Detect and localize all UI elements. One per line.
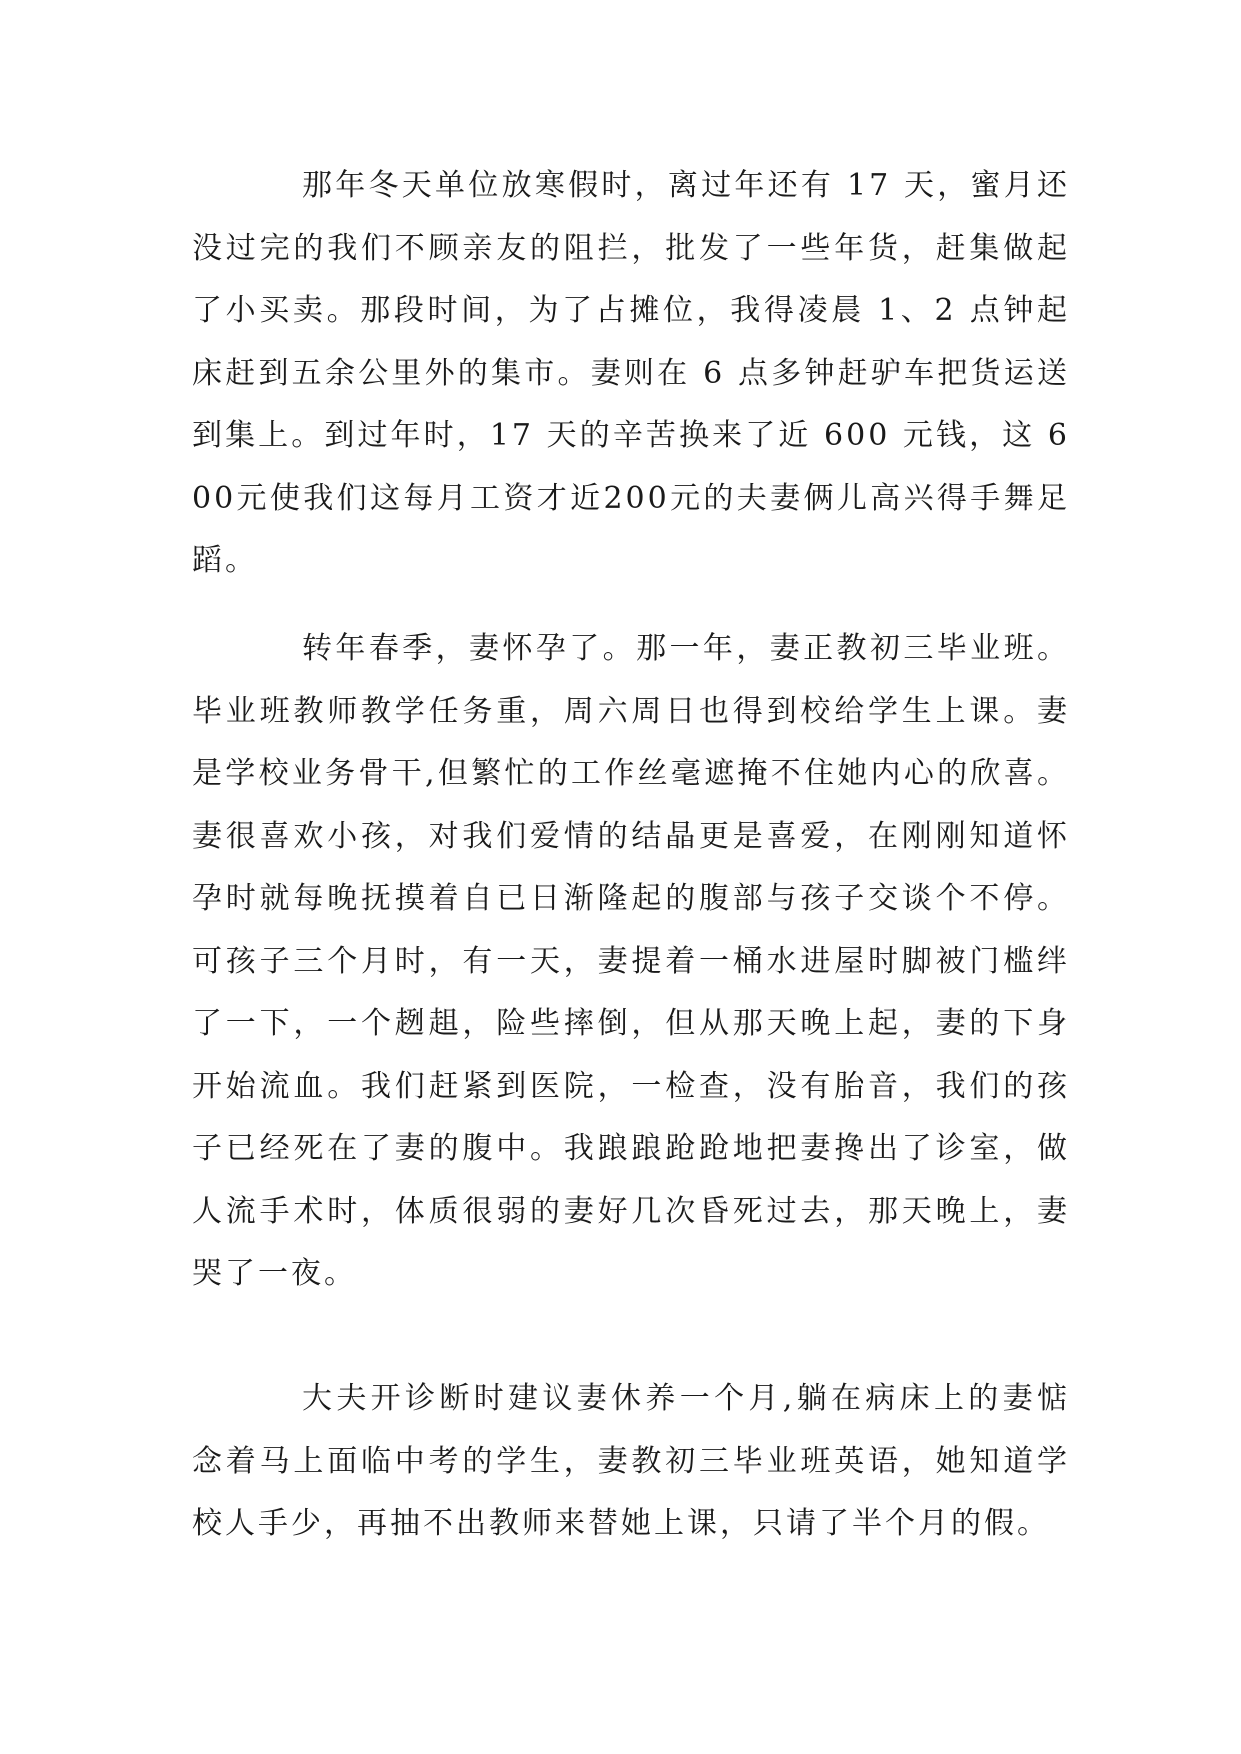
paragraph-3: 大夫开诊断时建议妻休养一个月,躺在病床上的妻惦念着马上面临中考的学生，妻教初三毕业班英语，她知道学校人手少，再抽不出教师来替她上课，只请了半个月的假。 [192,1381,1070,1541]
paragraph-1: 那年冬天单位放寒假时，离过年还有 17 天，蜜月还没过完的我们不顾亲友的阻拦，批发了一些年货，赶集做起了小买卖。那段时间，为了占摊位，我得凌晨 1、2 点钟起床赶到五余公里外的集市。妻则在 6 点多钟赶驴车把货运送到集上。到过年时，17 天的辛苦换来了近 600 元钱，这 600元使我们这每月工资才近200元的夫妻俩儿高兴得手舞足蹈。 [192,168,1070,578]
paragraph-2: 转年春季，妻怀孕了。那一年，妻正教初三毕业班。毕业班教师教学任务重，周六周日也得到校给学生上课。妻是学校业务骨干,但繁忙的工作丝毫遮掩不住她内心的欣喜。妻很喜欢小孩，对我们爱情的结晶更是喜爱，在刚刚知道怀孕时就每晚抚摸着自已日渐隆起的腹部与孩子交谈个不停。可孩子三个月时，有一天，妻提着一桶水进屋时脚被门槛绊了一下，一个趔趄，险些摔倒，但从那天晚上起，妻的下身开始流血。我们赶紧到医院，一检查，没有胎音，我们的孩子已经死在了妻的腹中。我踉踉跄跄地把妻搀出了诊室，做人流手术时，体质很弱的妻好几次昏死过去，那天晚上，妻哭了一夜。 [192,631,1070,1291]
